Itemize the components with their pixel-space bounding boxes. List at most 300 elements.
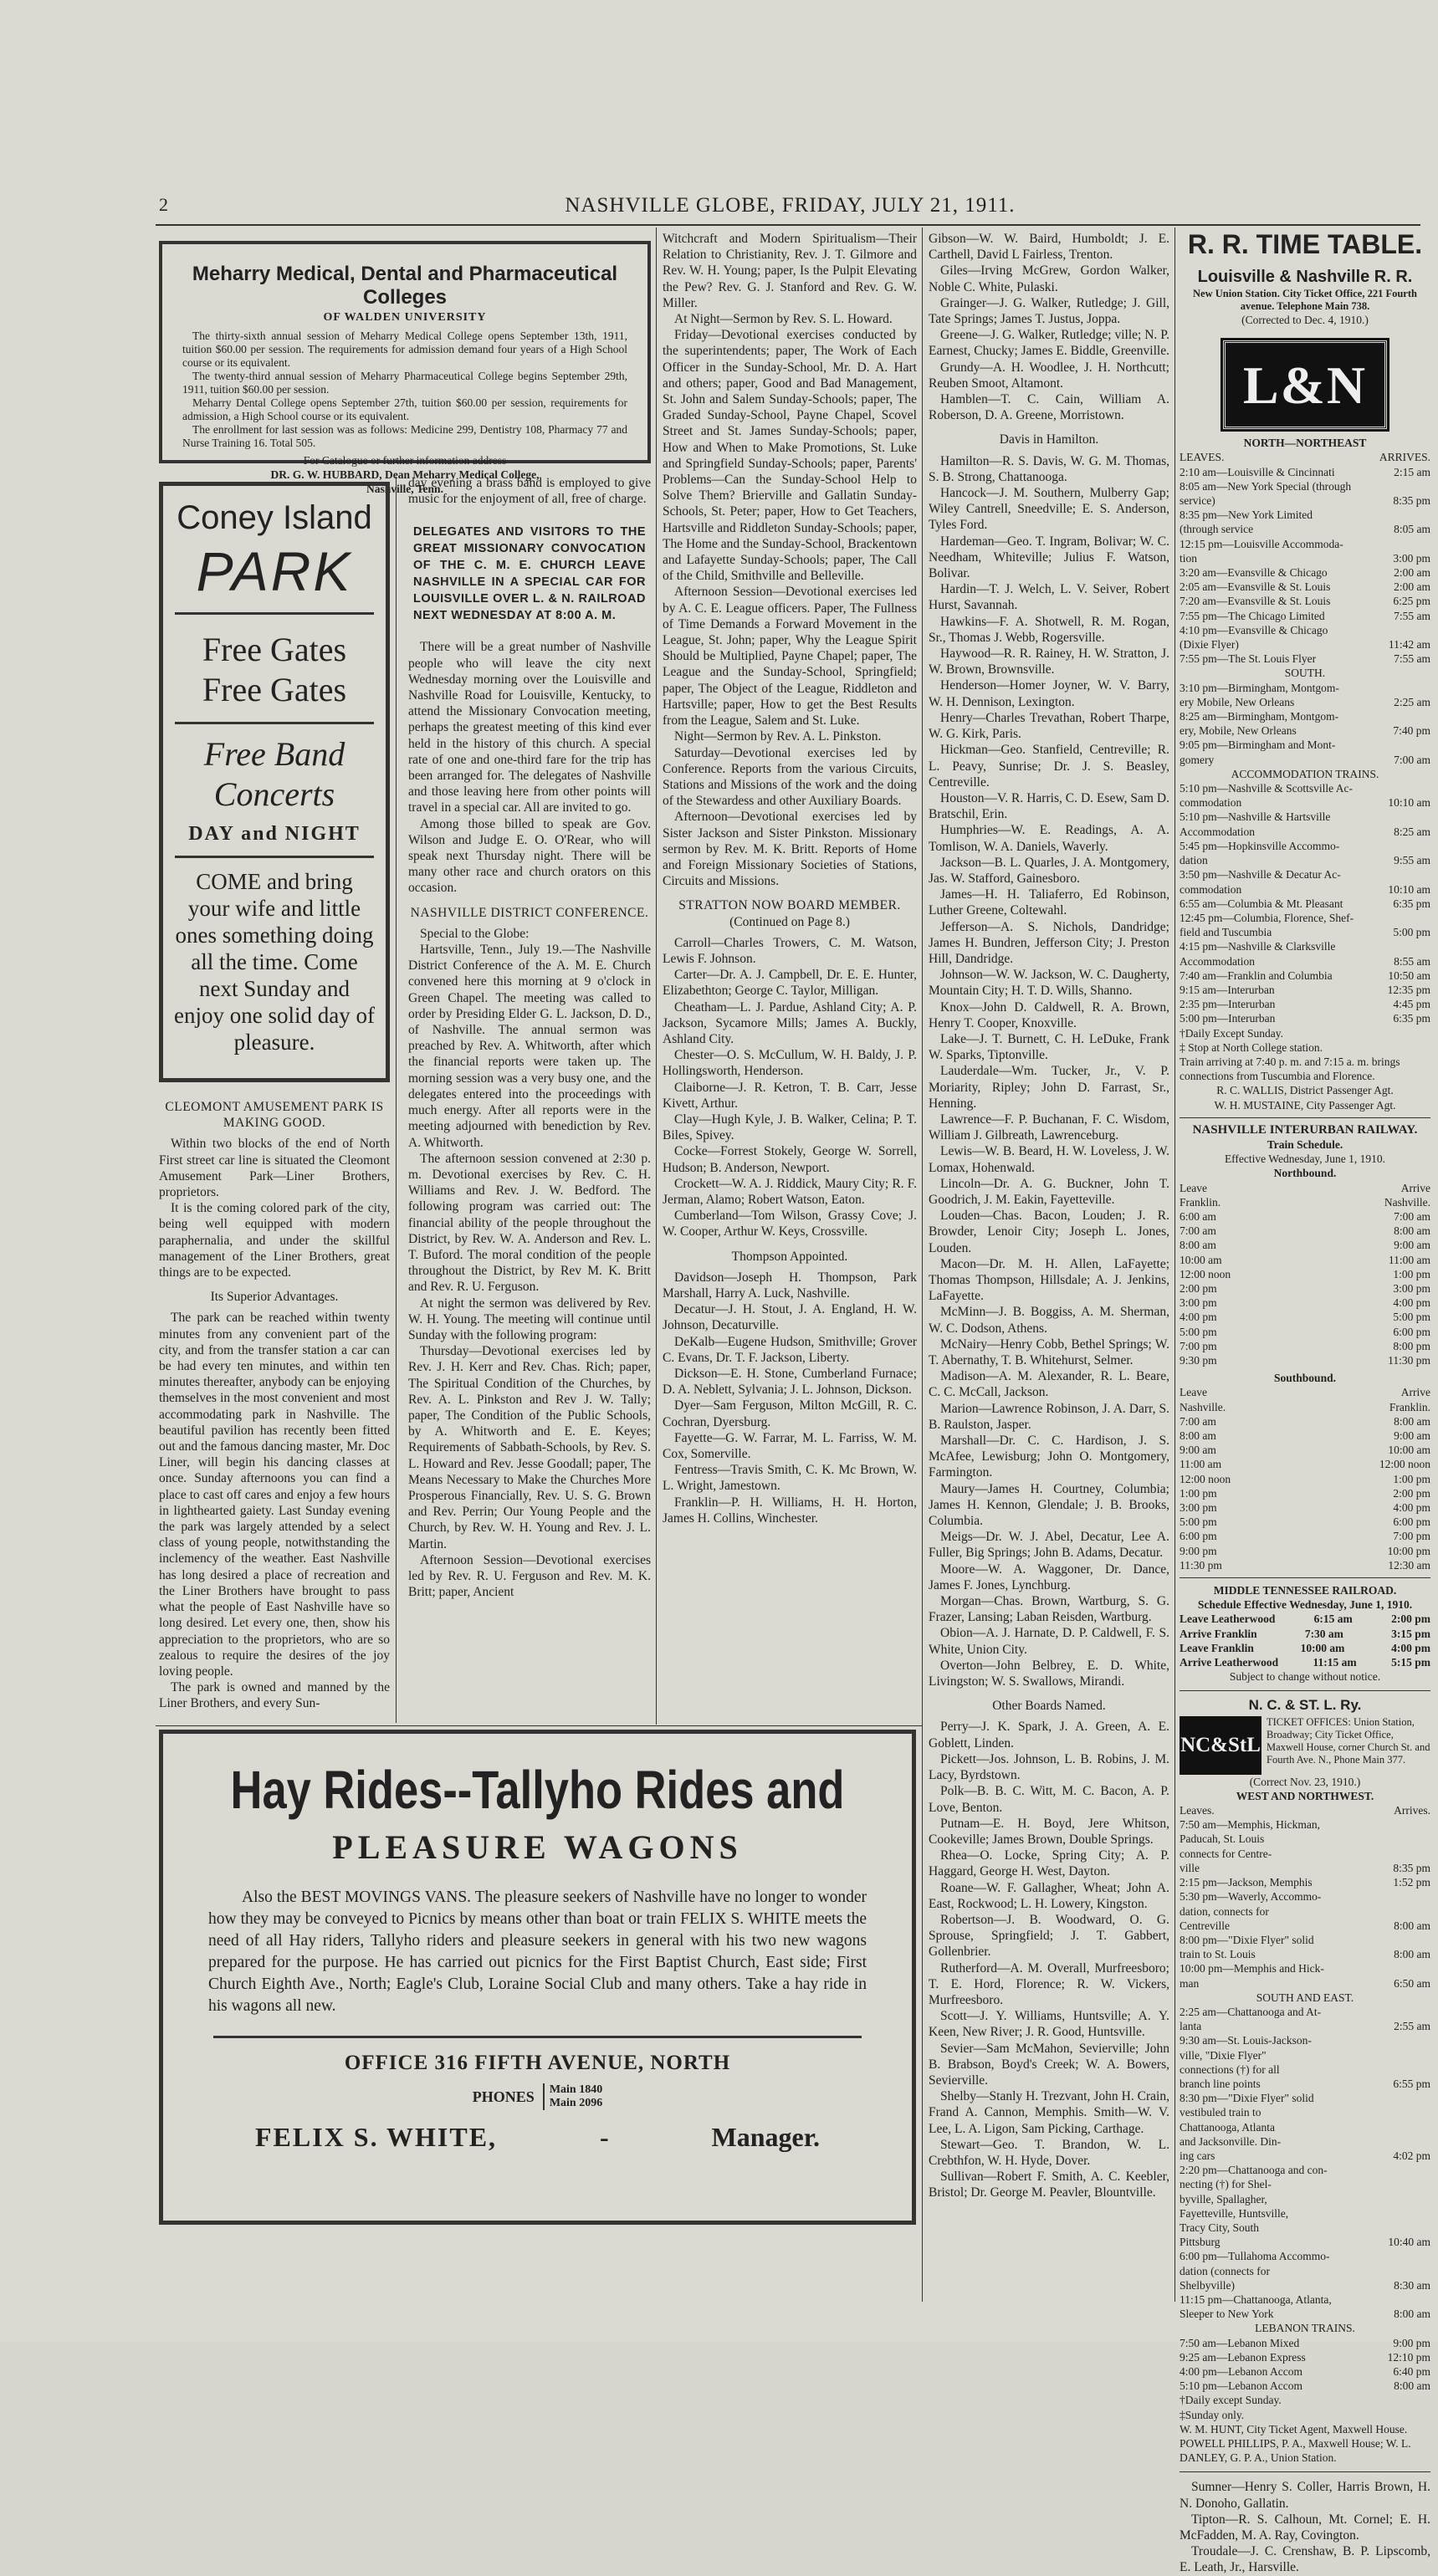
col4-p22: Knox—John D. Caldwell, R. A. Brown, Henry T. Cooper, Knoxville. bbox=[929, 999, 1169, 1030]
nc-lebanon: LEBANON TRAINS. bbox=[1255, 2322, 1355, 2335]
nc-note-1: †Daily except Sunday. bbox=[1180, 2394, 1282, 2407]
nir-south-row bbox=[1180, 1472, 1430, 1486]
nc-west-cell: Paducah, St. Louis bbox=[1180, 1832, 1265, 1846]
acc-cell: commodation bbox=[1180, 796, 1242, 810]
column-4 bbox=[929, 231, 1169, 2297]
nir-south-cell: 7:00 am bbox=[1180, 1414, 1216, 1428]
nir-north-cell: 3:00 pm bbox=[1393, 1281, 1430, 1295]
acc-cell: 6:35 pm bbox=[1393, 1012, 1430, 1025]
nc-south-cell: byville, Spallagher, bbox=[1180, 2192, 1267, 2205]
col4-p16: Houston—V. R. Harris, C. D. Esew, Sam D. Bratschil, Erin. bbox=[929, 790, 1169, 822]
south-schedule bbox=[1180, 681, 1430, 767]
col3-p20: Dickson—E. H. Stone, Cumberland Furnace; D. A. Neblett, Sylvania; J. L. Johnson, Dickson. bbox=[663, 1367, 917, 1398]
nc-lebanon-cell: 8:00 am bbox=[1394, 2379, 1430, 2393]
nc-south-cell: 8:30 am bbox=[1394, 2278, 1430, 2292]
nc-lebanon-cell: 12:10 pm bbox=[1387, 2350, 1430, 2364]
col4-p23: Lake—J. T. Burnett, C. H. LeDuke, Frank W. Sparks, Tiptonville. bbox=[929, 1031, 1169, 1063]
nc-south-cell: 8:30 pm—"Dixie Flyer" solid bbox=[1180, 2092, 1314, 2105]
nc-south-cell: 2:20 pm—Chattanooga and con- bbox=[1180, 2164, 1328, 2177]
nc-south-row bbox=[1180, 2091, 1430, 2105]
ne-row bbox=[1180, 479, 1430, 493]
col2-p5: The afternoon session convened at 2:30 p. m. Devotional exercises by Rev. C. H. Williams and Rev. J. W. Bedford. The following program was carried out: The financial ability of the people throughout the District, by Rev. W. A. Anderson and Rev. L. T. Buford. The moral condition of the people throughout the District, by Rev M. K. Britt and Rev. R. U. Ferguson. bbox=[408, 1151, 651, 1295]
acc-row bbox=[1180, 825, 1430, 839]
nir-leave-label-2: Leave bbox=[1180, 1386, 1207, 1399]
nc-west-row bbox=[1180, 1832, 1430, 1846]
nir-south-cell: 9:00 am bbox=[1180, 1444, 1216, 1457]
nc-south-row bbox=[1180, 2077, 1430, 2091]
nc-west-cell: 6:50 am bbox=[1394, 1976, 1430, 1990]
col3-p11: Chester—O. S. McCullum, W. H. Baldy, J. P. Hollingsworth, Henderson. bbox=[663, 1048, 917, 1079]
nc-south-row bbox=[1180, 2249, 1430, 2263]
nir-north-cell: 7:00 pm bbox=[1180, 1339, 1217, 1352]
column-rule-2 bbox=[656, 227, 657, 1725]
nir-north-cell: 4:00 pm bbox=[1180, 1311, 1217, 1324]
col5-p3: Troudale—J. C. Crenshaw, B. P. Lipscomb, E. Leath, Jr., Harsville. bbox=[1180, 2544, 1430, 2575]
acc-cell: 12:35 pm bbox=[1387, 983, 1430, 996]
col4-p3: Grainger—J. G. Walker, Rutledge; J. Gill, Tate Springs; James T. Justus, Joppa. bbox=[929, 295, 1169, 327]
col3-p10: Cheatham—L. J. Pardue, Ashland City; A. P. Jackson, Sycamore Mills; James A. Buckly, Ashland City. bbox=[663, 999, 917, 1046]
ne-cell: 8:05 am bbox=[1394, 523, 1430, 536]
cleomont-p2: It is the coming colored park of the city, being well equipped with modern paraphernalia, and under the skillful management of the Liner Brothers, great things are to be expected. bbox=[159, 1201, 390, 1280]
col2-p3: Special to the Globe: bbox=[420, 926, 530, 941]
mtr-row bbox=[1180, 1612, 1430, 1626]
acc-row bbox=[1180, 781, 1430, 795]
ne-row bbox=[1180, 623, 1430, 637]
ne-heading: NORTH—NORTHEAST bbox=[1243, 437, 1367, 450]
south-cell: 7:40 pm bbox=[1393, 724, 1430, 738]
nir-title: NASHVILLE INTERURBAN RAILWAY. bbox=[1192, 1122, 1418, 1137]
nc-west-cell: 8:35 pm bbox=[1393, 1861, 1430, 1874]
nc-south-cell: vestibuled train to bbox=[1180, 2106, 1261, 2119]
col4-p32: Madison—A. M. Alexander, R. L. Beare, C. C. McCall, Jackson. bbox=[929, 1369, 1169, 1400]
stratton-headline: STRATTON NOW BOARD MEMBER. bbox=[678, 898, 901, 913]
col4-p51: Shelby—Stanly H. Trezvant, John H. Crain, Frand A. Cannon, Memphis. Smith—W. V. Lee, L. A. Ligon, Sam Picking, Carthage. bbox=[929, 2089, 1169, 2136]
acc-note-3: Train arriving at 7:40 p. m. and 7:15 a. m. brings connections from Tuscumbia and Florence. bbox=[1180, 1055, 1400, 1083]
south-row bbox=[1180, 681, 1430, 695]
nc-corrected: (Correct Nov. 23, 1910.) bbox=[1249, 1775, 1361, 1788]
ne-row bbox=[1180, 522, 1430, 536]
ne-cell: 7:55 pm—The St. Louis Flyer bbox=[1180, 652, 1317, 666]
nc-lebanon-cell: 4:00 pm—Lebanon Accom bbox=[1180, 2365, 1302, 2378]
col4-p29: Macon—Dr. M. H. Allen, LaFayette; Thomas Thompson, Hillsdale; A. J. Jenkins, LaFayette. bbox=[929, 1256, 1169, 1304]
col2-p7: Thursday—Devotional exercises led by Rev. J. H. Kerr and Rev. Chas. Rich; paper, The Spiritual Condition of the Churches, by Rev. A. L. Pinkston and Rev J. W. Tally; paper, The Condition of the Public Schools, by A. Whitworth and E. E. Keyes; Requirements of Sabbath-Schools, by Rev. S. L. Howard and Rev. Jesse Goodall; paper, The Means Necessary to Make the Churches More Prosperous Financially, Rev. U. S. G. Brown and Rev. Perrin; Our Young People and the Church, by Rev. W. H. Young and Rev. J. L. Martin. bbox=[408, 1344, 651, 1551]
col3-p13: Clay—Hugh Kyle, J. B. Walker, Celina; P. T. Biles, Spivey. bbox=[663, 1112, 917, 1143]
nir-north-cell: 11:00 am bbox=[1388, 1253, 1430, 1266]
col5-text bbox=[1180, 2479, 1430, 2575]
ne-row bbox=[1180, 580, 1430, 594]
mtr-row bbox=[1180, 1627, 1430, 1641]
acc-row bbox=[1180, 867, 1430, 882]
ne-cell: 2:00 am bbox=[1394, 580, 1430, 594]
nir-south-cell: 11:30 pm bbox=[1180, 1558, 1222, 1572]
nc-west-cell: connects for Centre- bbox=[1180, 1847, 1272, 1860]
ne-cell: 2:00 am bbox=[1394, 566, 1430, 580]
ne-row bbox=[1180, 493, 1430, 508]
acc-row bbox=[1180, 969, 1430, 983]
nc-logo: NC&StL bbox=[1180, 1716, 1261, 1775]
nc-south-row bbox=[1180, 2019, 1430, 2033]
masthead-title: NASHVILLE GLOBE, FRIDAY, JULY 21, 1911. bbox=[565, 194, 1016, 217]
nir-nashville-label: Nashville. bbox=[1384, 1195, 1430, 1209]
acc-cell: 5:10 pm—Nashville & Scottsville Ac- bbox=[1180, 782, 1353, 795]
nir-north-cell: 1:00 pm bbox=[1393, 1267, 1430, 1280]
nc-west-row bbox=[1180, 1889, 1430, 1904]
hay-subtitle: PLEASURE WAGONS bbox=[332, 1828, 743, 1866]
acc-cell: 5:00 pm bbox=[1393, 926, 1430, 939]
col3-p14: Cocke—Forrest Stokely, George W. Sorrell, Hudson; B. Anderson, Newport. bbox=[663, 1144, 917, 1175]
nir-effective: Effective Wednesday, June 1, 1910. bbox=[1224, 1153, 1386, 1166]
nir-south-row bbox=[1180, 1529, 1430, 1543]
nc-lebanon-row bbox=[1180, 2364, 1430, 2379]
ne-cell: 11:42 am bbox=[1388, 638, 1430, 652]
mtr-cell: Arrive Leatherwood bbox=[1180, 1656, 1279, 1669]
nir-north-cell: 8:00 am bbox=[1394, 1224, 1430, 1238]
acc-note-1: †Daily Except Sunday. bbox=[1180, 1026, 1283, 1040]
nc-lebanon-row bbox=[1180, 2379, 1430, 2393]
ne-cell: 7:20 am—Evansville & St. Louis bbox=[1180, 595, 1331, 608]
hay-phones-label: PHONES bbox=[472, 2088, 535, 2105]
acc-cell: 10:10 am bbox=[1388, 882, 1430, 896]
nc-west-row bbox=[1180, 1961, 1430, 1975]
south-row bbox=[1180, 695, 1430, 709]
column-rule-1 bbox=[396, 477, 397, 1723]
nc-south-row bbox=[1180, 2149, 1430, 2163]
south-cell: gomery bbox=[1180, 753, 1215, 766]
col4-p21: Johnson—W. W. Jackson, W. C. Daugherty, Mountain City; H. T. D. Wills, Shanno. bbox=[929, 968, 1169, 999]
nir-schedule: Train Schedule. bbox=[1267, 1137, 1343, 1151]
nc-south-cell: 2:55 am bbox=[1394, 2020, 1430, 2033]
col4-p11: Hawkins—F. A. Shotwell, R. M. Rogan, Sr., Thomas J. Webb, Rogersville. bbox=[929, 614, 1169, 645]
nc-offices: TICKET OFFICES: Union Station, Broadway; City Ticket Office, Maxwell House, corner Church St. and Fourth Ave. N., Phone Main 377. bbox=[1267, 1715, 1430, 1766]
col3-p4: Afternoon Session—Devotional exercises led by A. C. E. League officers. Paper, The Fullness of Time Demands a Forward Movement in the League, St. John; paper, Why the League Spirit Should be Multiplied, Payne Chapel; paper, The League and the Sunday-School, Springfield; paper, The Object of the League, Riddleton and Hartsville; paper, How to get the Best Results from the League, Salem and St. Luke. bbox=[663, 585, 917, 728]
nir-north-cell: 8:00 am bbox=[1180, 1239, 1216, 1252]
acc-cell: 12:45 pm—Columbia, Florence, Shef- bbox=[1180, 911, 1354, 924]
nc-west-row bbox=[1180, 1875, 1430, 1889]
hay-phone-1: Main 1840 bbox=[549, 2083, 603, 2096]
col4-p43: Polk—B. B. C. Witt, M. C. Bacon, A. P. Love, Benton. bbox=[929, 1784, 1169, 1815]
nc-south-row bbox=[1180, 2134, 1430, 2149]
nir-north-row bbox=[1180, 1353, 1430, 1367]
nc-south-cell: Tracy City, South bbox=[1180, 2221, 1260, 2234]
acc-cell: 5:45 pm—Hopkinsville Accommo- bbox=[1180, 839, 1340, 852]
ne-cell: (Dixie Flyer) bbox=[1180, 638, 1239, 652]
nir-south-cell: 5:00 pm bbox=[1180, 1515, 1217, 1529]
ne-cell: 3:20 am—Evansville & Chicago bbox=[1180, 566, 1328, 580]
mtr-cell: Leave Leatherwood bbox=[1180, 1613, 1276, 1626]
nc-south-cell: Chattanooga, Atlanta bbox=[1180, 2120, 1275, 2134]
coney-day-night: DAY and NIGHT bbox=[188, 823, 361, 845]
south-cell: 2:25 am bbox=[1394, 695, 1430, 708]
mtr-note: Subject to change without notice. bbox=[1229, 1670, 1381, 1684]
nc-west-cell: man bbox=[1180, 1976, 1200, 1990]
nc-south-row bbox=[1180, 2264, 1430, 2278]
acc-row bbox=[1180, 795, 1430, 810]
nc-west-cell: 8:00 pm—"Dixie Flyer" solid bbox=[1180, 1933, 1314, 1946]
column-rule-3 bbox=[922, 227, 923, 2302]
ne-cell: 2:05 am—Evansville & St. Louis bbox=[1180, 580, 1331, 594]
nir-south-row bbox=[1180, 1515, 1430, 1529]
nc-west-row bbox=[1180, 1904, 1430, 1919]
nc-south-cell: Fayetteville, Huntsville, bbox=[1180, 2206, 1289, 2220]
acc-agent-2: W. H. MUSTAINE, City Passenger Agt. bbox=[1214, 1098, 1396, 1112]
col3-p12: Claiborne—J. R. Ketron, T. B. Carr, Jesse Kivett, Arthur. bbox=[663, 1080, 917, 1111]
col4-p45: Rhea—O. Locke, Spring City; A. P. Haggard, George H. West, Dayton. bbox=[929, 1848, 1169, 1879]
other-boards-subhead: Other Boards Named. bbox=[992, 1699, 1106, 1714]
nir-franklin-label-2: Franklin. bbox=[1389, 1400, 1430, 1413]
nir-south-cell: 9:00 pm bbox=[1180, 1544, 1217, 1557]
column-3 bbox=[663, 231, 917, 1723]
acc-heading: ACCOMMODATION TRAINS. bbox=[1231, 767, 1379, 780]
nc-south-row bbox=[1180, 2120, 1430, 2134]
nir-south-cell: 10:00 am bbox=[1388, 1444, 1430, 1457]
mtr-cell: 11:15 am bbox=[1313, 1656, 1357, 1669]
col4-p26: Lewis—W. B. Beard, H. W. Loveless, J. W. Lomax, Hohenwald. bbox=[929, 1144, 1169, 1175]
ne-cell: (through service bbox=[1180, 523, 1254, 536]
acc-schedule bbox=[1180, 781, 1430, 1025]
nc-south-schedule bbox=[1180, 2005, 1430, 2321]
meharry-catalogue: For Catalogue or further information address bbox=[303, 454, 507, 467]
nir-north-row bbox=[1180, 1296, 1430, 1310]
mtr-row bbox=[1180, 1641, 1430, 1655]
nir-north-row bbox=[1180, 1267, 1430, 1281]
hay-manager bbox=[163, 2110, 912, 2153]
nir-franklin-label: Franklin. bbox=[1180, 1195, 1221, 1209]
nc-south-cell: connections (†) for all bbox=[1180, 2062, 1280, 2076]
mtr-cell: 3:15 pm bbox=[1391, 1627, 1430, 1640]
col4-p41: Perry—J. K. Spark, J. A. Green, A. E. Goblett, Linden. bbox=[929, 1720, 1169, 1751]
nir-south-cell: 4:00 pm bbox=[1393, 1501, 1430, 1515]
nir-north-cell: 11:30 pm bbox=[1388, 1354, 1430, 1367]
nc-west-row bbox=[1180, 1817, 1430, 1832]
col4-p44: Putnam—E. H. Boyd, Jere Whitson, Cookeville; James Brown, Double Springs. bbox=[929, 1816, 1169, 1847]
nir-south-cell: 8:00 am bbox=[1394, 1414, 1430, 1428]
hay-manager-title: Manager. bbox=[711, 2122, 820, 2152]
meharry-contact: DR. G. W. HUBBARD, Dean Meharry Medical College, bbox=[270, 468, 540, 481]
nir-south-row bbox=[1180, 1457, 1430, 1471]
meharry-body bbox=[162, 330, 647, 450]
ne-cell: 3:00 pm bbox=[1393, 551, 1430, 565]
ne-row bbox=[1180, 508, 1430, 522]
south-row bbox=[1180, 723, 1430, 738]
acc-cell: 4:15 pm—Nashville & Clarksville bbox=[1180, 940, 1336, 953]
ad-top-rule bbox=[156, 1725, 922, 1726]
nc-west-cell: 7:50 am—Memphis, Hickman, bbox=[1180, 1818, 1320, 1832]
nir-south-row bbox=[1180, 1486, 1430, 1500]
nc-south-row bbox=[1180, 2221, 1430, 2235]
col4-p5: Grundy—A. H. Woodlee, J. H. Northcutt; Reuben Smoot, Altamont. bbox=[929, 360, 1169, 391]
col3-p8: Carroll—Charles Trowers, C. M. Watson, Lewis F. Johnson. bbox=[663, 935, 917, 966]
nc-south-cell: 4:02 pm bbox=[1393, 2149, 1430, 2162]
south-row bbox=[1180, 738, 1430, 752]
acc-row bbox=[1180, 997, 1430, 1011]
col3-p18: Decatur—J. H. Stout, J. A. England, H. W. Johnson, Decaturville. bbox=[663, 1302, 917, 1333]
nir-south-row bbox=[1180, 1544, 1430, 1558]
nir-arrive-label-2: Arrive bbox=[1400, 1386, 1430, 1399]
nir-north-row bbox=[1180, 1253, 1430, 1267]
hay-divider bbox=[213, 2036, 862, 2038]
acc-row bbox=[1180, 853, 1430, 867]
nc-agent: W. M. HUNT, City Ticket Agent, Maxwell House. bbox=[1180, 2422, 1408, 2435]
ne-cell: 6:25 pm bbox=[1393, 595, 1430, 608]
col3-p16: Cumberland—Tom Wilson, Grassy Cove; J. W. Cooper, Arthur W. Keys, Crossville. bbox=[663, 1209, 917, 1239]
ne-cell: 8:05 am—New York Special (through bbox=[1180, 479, 1352, 493]
acc-cell: 8:25 am bbox=[1394, 825, 1430, 838]
ln-station: New Union Station. City Ticket Office, 221 Fourth avenue. Telephone Main 738. bbox=[1193, 288, 1417, 312]
nc-west-cell: 8:00 am bbox=[1394, 1948, 1430, 1961]
nc-south-cell: ville, "Dixie Flyer" bbox=[1180, 2048, 1267, 2062]
south-cell: ery, Mobile, New Orleans bbox=[1180, 724, 1297, 738]
ne-cell: 7:55 am bbox=[1394, 609, 1430, 622]
nc-south-cell: Shelbyville) bbox=[1180, 2278, 1235, 2292]
davis-subhead: Davis in Hamilton. bbox=[999, 432, 1099, 447]
col3-p3: Friday—Devotional exercises conducted by the superintendents; paper, The Work of Each Officer in the Sunday-School, Mr. D. A. Hart and others; paper, Good and Bad Management, St. John and Salem Sunday-Schools; paper, The Graded Sunday-School, Payne Chapel, Scovel Street and St. James Sunday-Schools; paper, How and When to Make Promotions, St. Luke and Springfield Sunday-Schools; paper, Parents' Problems—Can the Sunday-School Help to Solve Them? Brierville and Gallatin Sunday-Schools, St. Peter; paper, How to Get Teachers, Hartsville and Riddleton Sunday-Schools; paper, The Home and the Sunday-School, Brackentown and Lafayette Sunday-Schools; paper, The Call of the Child, Smithville and Belleville. bbox=[663, 328, 917, 584]
nc-west-row bbox=[1180, 1847, 1430, 1861]
mtr-cell: 6:15 am bbox=[1313, 1613, 1353, 1626]
col4-p7: Hamilton—R. S. Davis, W. G. M. Thomas, S. B. Strong, Chattanooga. bbox=[929, 453, 1169, 484]
nc-lebanon-cell: 9:25 am—Lebanon Express bbox=[1180, 2350, 1306, 2364]
nc-lebanon-cell: 9:00 pm bbox=[1393, 2336, 1430, 2349]
nc-south-cell: 9:30 am—St. Louis-Jackson- bbox=[1180, 2034, 1312, 2047]
col4-p17: Humphries—W. E. Readings, A. A. Tomlison, W. A. Daniels, Waverly. bbox=[929, 823, 1169, 854]
ne-cell: 2:15 am bbox=[1394, 465, 1430, 478]
col4-p47: Robertson—J. B. Woodward, O. G. Sprouse, Springfield; J. T. Gabbert, Gollenbrier. bbox=[929, 1912, 1169, 1960]
acc-row bbox=[1180, 897, 1430, 911]
col4-p13: Henderson—Homer Joyner, W. V. Barry, W. H. Dennison, Lexington. bbox=[929, 678, 1169, 709]
south-row bbox=[1180, 709, 1430, 723]
col4-p2: Giles—Irving McGrew, Gordon Walker, Noble C. White, Pulaski. bbox=[929, 263, 1169, 294]
col3-p5: Night—Sermon by Rev. A. L. Pinkston. bbox=[674, 729, 882, 744]
col4-p35: Maury—James H. Courtney, Columbia; James H. Kennon, Glendale; J. B. Brooks, Columbia. bbox=[929, 1481, 1169, 1529]
col4-p15: Hickman—Geo. Stanfield, Centreville; R. L. Peavy, Sunrise; Dr. J. S. Beasley, Centreville. bbox=[929, 743, 1169, 790]
nc-west-cell: ville bbox=[1180, 1861, 1200, 1874]
acc-cell: 7:40 am—Franklin and Columbia bbox=[1180, 969, 1333, 982]
ln-column-heads bbox=[1180, 450, 1430, 464]
nir-south-cell: 6:00 pm bbox=[1180, 1530, 1217, 1543]
nir-north-cell: 7:00 am bbox=[1394, 1209, 1430, 1223]
coney-body: COME and bring your wife and little ones something doing all the time. Come next Sunday and enjoy one solid day of pleasure. bbox=[174, 869, 375, 1055]
acc-row bbox=[1180, 925, 1430, 939]
acc-cell: 9:55 am bbox=[1394, 854, 1430, 867]
hay-body: Also the BEST MOVINGS VANS. The pleasure seekers of Nashville have no longer to wonder how they may be conveyed to Picnics by means other than boat or train FELIX S. WHITE meets the need of all Hay riders, Tallyho riders and pleasure seekers in general with his two new wagons prepared for the purpose. He has carried out picnics for the First Baptist Church, East side; First Church Eighth Ave., North; Eagle's Club, Loraine Social Club and many others. Take a hay ride in his wagons all new. bbox=[208, 1889, 867, 2015]
nir-nashville-label-2: Nashville. bbox=[1180, 1400, 1226, 1413]
acc-cell: field and Tuscumbia bbox=[1180, 926, 1272, 939]
mtr-schedule bbox=[1180, 1612, 1430, 1669]
mtr-effective: Schedule Effective Wednesday, June 1, 1910. bbox=[1197, 1598, 1413, 1612]
col4-p37: Moore—W. A. Waggoner, Dr. Dance, James F. Jones, Lynchburg. bbox=[929, 1561, 1169, 1592]
col4-p6: Hamblen—T. C. Cain, William A. Roberson, D. A. Greene, Morristown. bbox=[929, 392, 1169, 423]
nc-west-row bbox=[1180, 1947, 1430, 1961]
mtr-cell: Arrive Franklin bbox=[1180, 1627, 1257, 1640]
nc-south-row bbox=[1180, 2163, 1430, 2177]
ne-row bbox=[1180, 652, 1430, 666]
acc-cell: commodation bbox=[1180, 882, 1242, 896]
nir-north-schedule bbox=[1180, 1209, 1430, 1367]
ne-row bbox=[1180, 594, 1430, 608]
railroad-time-table bbox=[1180, 227, 1430, 2575]
nc-south-row bbox=[1180, 2105, 1430, 2119]
hay-phone-2: Main 2096 bbox=[549, 2097, 603, 2109]
nc-south-cell: 6:55 pm bbox=[1393, 2077, 1430, 2090]
col4-p27: Lincoln—Dr. A. G. Buckner, John T. Goodrich, J. M. Eakin, Fayetteville. bbox=[929, 1176, 1169, 1207]
coney-gates-2: Free Gates bbox=[202, 671, 347, 708]
col4-p9: Hardeman—Geo. T. Ingram, Bolivar; W. C. Needham, Whiteville; Julius F. Watson, Bolivar. bbox=[929, 534, 1169, 581]
col2-p2: Among those billed to speak are Gov. Wilson and Judge E. O. O'Rear, who will speak next Thursday night. There will be many other race and church orators on this occasion. bbox=[408, 816, 651, 896]
mtr-title: MIDDLE TENNESSEE RAILROAD. bbox=[1213, 1584, 1397, 1597]
nir-north-cell: 2:00 pm bbox=[1180, 1281, 1217, 1295]
col3-p23: Fentress—Travis Smith, C. K. Mc Brown, W. L. Wright, Jamestown. bbox=[663, 1463, 917, 1494]
col4-p1: Gibson—W. W. Baird, Humboldt; J. E. Carthell, David L Fairless, Trenton. bbox=[929, 232, 1169, 263]
nir-south-cell: 11:00 am bbox=[1180, 1458, 1222, 1471]
nir-south-schedule bbox=[1180, 1414, 1430, 1572]
nir-south-cell: 12:30 am bbox=[1388, 1558, 1430, 1572]
nc-south-row bbox=[1180, 2307, 1430, 2321]
ne-cell: 2:10 am—Louisville & Cincinnati bbox=[1180, 465, 1335, 478]
col3-p9: Carter—Dr. A. J. Campbell, Dr. E. E. Hunter, Elizabethton; George C. Taylor, Milligan. bbox=[663, 968, 917, 999]
hay-manager-name: FELIX S. WHITE, bbox=[255, 2122, 498, 2152]
ln-leaves-head: LEAVES. bbox=[1180, 451, 1225, 464]
acc-row bbox=[1180, 911, 1430, 925]
ne-cell: 7:55 am bbox=[1394, 652, 1430, 666]
rr-title: R. R. TIME TABLE. bbox=[1187, 229, 1423, 259]
meharry-city: Nashville, Tenn. bbox=[366, 483, 443, 495]
meharry-title: Meharry Medical, Dental and Pharmaceutical Colleges bbox=[192, 263, 618, 309]
hay-phones bbox=[163, 2083, 912, 2110]
cleomont-p1: Within two blocks of the end of North First street car line is situated the Cleomont Amusement Park—Liner Brothers, proprietors. bbox=[159, 1137, 390, 1200]
ne-cell: tion bbox=[1180, 551, 1198, 565]
nc-west-schedule bbox=[1180, 1817, 1430, 1990]
page-number: 2 bbox=[159, 194, 168, 215]
nc-south-cell: 10:40 am bbox=[1388, 2236, 1430, 2249]
nc-column-heads bbox=[1180, 1803, 1430, 1817]
mtr-cell: Leave Franklin bbox=[1180, 1641, 1254, 1654]
col3-p2: At Night—Sermon by Rev. S. L. Howard. bbox=[674, 312, 893, 327]
nc-note-2: ‡Sunday only. bbox=[1180, 2408, 1245, 2421]
mtr-cell: 10:00 am bbox=[1300, 1641, 1345, 1654]
col3-p22: Fayette—G. W. Farrar, M. L. Farriss, W. M. Cox, Somerville. bbox=[663, 1430, 917, 1462]
acc-row bbox=[1180, 983, 1430, 997]
nir-south-cell: 12:00 noon bbox=[1379, 1458, 1430, 1471]
acc-row bbox=[1180, 939, 1430, 953]
col4-p10: Hardin—T. J. Welch, L. V. Seiver, Robert Hurst, Savannah. bbox=[929, 582, 1169, 613]
nc-south-cell: Sleeper to New York bbox=[1180, 2308, 1274, 2321]
ne-row bbox=[1180, 565, 1430, 580]
acc-cell: 2:35 pm—Interurban bbox=[1180, 998, 1276, 1011]
ne-row bbox=[1180, 637, 1430, 652]
col2-p8: Afternoon Session—Devotional exercises led by Rev. R. U. Ferguson and Rev. M. K. Britt; paper, Ancient bbox=[408, 1552, 651, 1600]
nc-agent-2: POWELL PHILLIPS, P. A., Maxwell House; W. L. DANLEY, G. P. A., Union Station. bbox=[1180, 2437, 1411, 2465]
south-cell: ery Mobile, New Orleans bbox=[1180, 695, 1295, 708]
ln-corrected: (Corrected to Dec. 4, 1910.) bbox=[1241, 314, 1369, 326]
nir-north-heads-2 bbox=[1180, 1195, 1430, 1209]
mtr-row bbox=[1180, 1655, 1430, 1669]
thompson-subhead: Thompson Appointed. bbox=[731, 1249, 848, 1264]
acc-cell: dation bbox=[1180, 854, 1208, 867]
col4-p12: Haywood—R. R. Rainey, H. W. Stratton, J. W. Brown, Brownsville. bbox=[929, 647, 1169, 677]
nir-north-row bbox=[1180, 1310, 1430, 1324]
col4-p39: Obion—A. J. Harnate, D. P. Caldwell, F. S. White, Union City. bbox=[929, 1626, 1169, 1657]
column-rule-4 bbox=[1174, 227, 1175, 2302]
nc-south-row bbox=[1180, 2177, 1430, 2191]
hay-office: OFFICE 316 FIFTH AVENUE, NORTH bbox=[344, 2052, 731, 2074]
hay-title: Hay Rides--Tallyho Rides and bbox=[230, 1760, 845, 1820]
col3-p21: Dyer—Sam Ferguson, Milton McGill, R. C. Cochran, Dyersburg. bbox=[663, 1398, 917, 1429]
nir-north-row bbox=[1180, 1325, 1430, 1339]
acc-note-2: ‡ Stop at North College station. bbox=[1180, 1040, 1323, 1054]
acc-agent-1: R. C. WALLIS, District Passenger Agt. bbox=[1216, 1084, 1394, 1097]
nc-south-row bbox=[1180, 2062, 1430, 2077]
nir-south-cell: 6:00 pm bbox=[1393, 1515, 1430, 1529]
col2-top: day evening a brass band is employed to give music for the enjoyment of all, free of charge. bbox=[408, 476, 651, 507]
